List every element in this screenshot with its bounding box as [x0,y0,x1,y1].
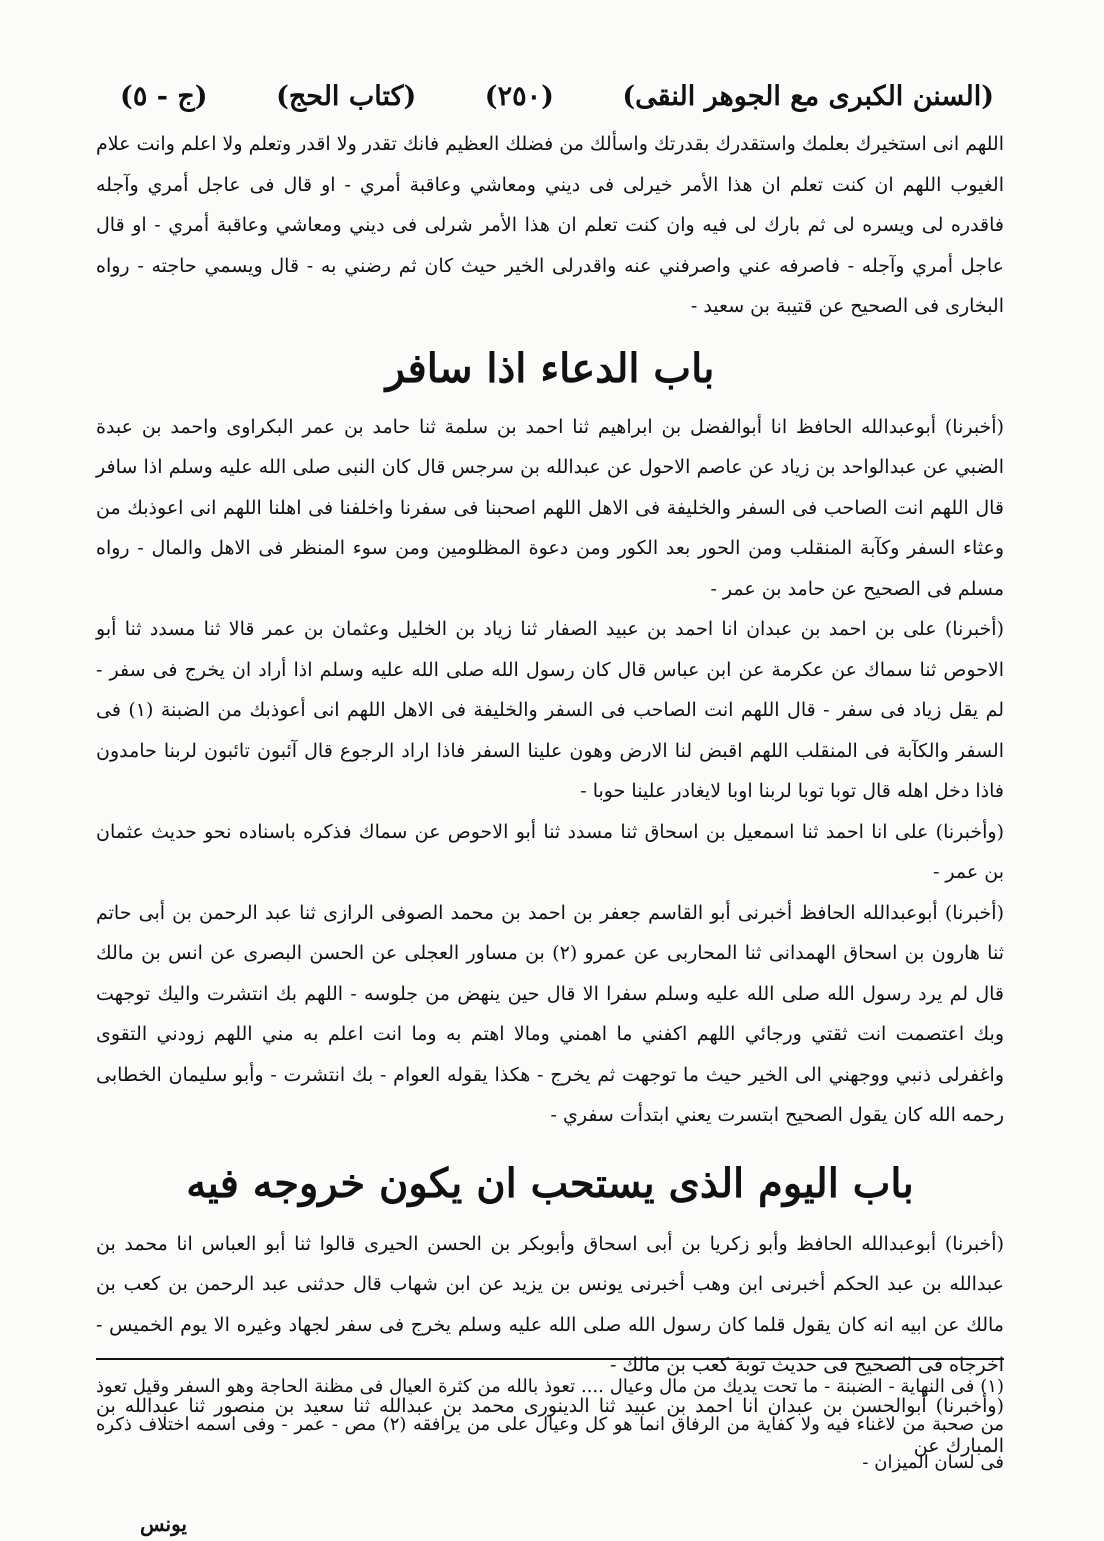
paragraph: (أخبرنا) على بن احمد بن عبدان انا احمد بن عبيد الصفار ثنا زياد بن الخليل وعثمان بن عمر قالا ثنا مسدد ثنا أبو الاحوص ثنا سماك عن عكرمة عن ابن عباس قال كان رسول الله صلى الله عليه وسلم اذا أراد ان يخرج فى سفر - لم يقل زياد فى سفر - قال اللهم انت الصاحب فى السفر والخليفة فى الاهل اللهم انى أعوذبك من الضبنة (١) فى السفر والكآبة فى المنقلب اللهم اقبض لنا الارض وهون علينا السفر فاذا اراد الرجوع قال آئبون تائبون لربنا حامدون فاذا دخل اهله قال توبا توبا لربنا اوبا لايغادر علينا حوبا - [96,618,1005,802]
paragraph: (وأخبرنا) أبوالحسن بن عبدان انا احمد بن عبيد ثنا الدينورى محمد بن عبدالله ثنا سعيد بن منصور ثنا عبدالله بن المبارك عن [96,1394,1004,1457]
header-title: (السنن الكبرى مع الجوهر النقى) [622,80,994,112]
paragraph: (أخبرنا) أبوعبدالله الحافظ أخبرنى أبو القاسم جعفر بن احمد بن محمد الصوفى الرازى ثنا عبد الرحمن بن أبى حاتم ثنا هارون بن اسحاق الهمدانى ثنا المحاربى عن عمرو (٢) بن مساور العجلى عن الحسن البصرى عن انس بن مالك قال لم يرد رسول الله صلى الله عليه وسلم سفرا الا قال حين ينهض من جلوسه - اللهم بك انتشرت واليك توجهت وبك اعتصمت انت ثقتي ورجائي اللهم اكفني ما اهمني ومالا اهتم به وما انت اعلم به مني اللهم زودني التقوى واغفرلى ذنبي ووجهني الى الخير حيث ما توجهت ثم يخرج - هكذا يقوله العوام - بك انتشرت - وأبو سليمان الخطابى رحمه الله كان يقول الصحيح ابتسرت يعني ابتدأت سفري - [96,901,1004,1126]
chapter-heading: باب اليوم الذى يستحب ان يكون خروجه فيه [186,1159,914,1207]
chapter-heading: باب الدعاء اذا سافر [385,344,715,392]
footnote-divider [96,1358,1004,1360]
header-volume: (ج - ٥) [120,80,208,112]
paragraph: اللهم انى استخيرك بعلمك واستقدرك بقدرتك واسألك من فضلك العظيم فانك تقدر ولا اقدر وتعلم ولا اعلم وانت علام الغيوب اللهم ان كنت تعلم ان هذا الأمر خيرلى فى ديني ومعاشي وعاقبة أمري - او قال فى عاجل أمري وآجله فاقدره لى ويسره لى ثم بارك لى فيه وان كنت تعلم ان هذا الأمر شرلى فى ديني ومعاشي وعاقبة أمري - او قال عاجل أمري وآجله - فاصرفه عني واصرفني عنه واقدرلى الخير حيث كان ثم رضني به - قال ويسمي حاجته - رواه البخارى فى الصحيح عن قتيبة بن سعيد - [96,133,1004,317]
catchword: يونس [140,1512,187,1536]
main-text [96,124,1004,1467]
page-number: (٢٥٠) [484,80,554,112]
paragraph: (أخبرنا) أبوعبدالله الحافظ انا أبوالفضل بن ابراهيم ثنا احمد بن سلمة ثنا حامد بن عمر البكراوى واحمد بن عبدة الضبي عن عبدالواحد بن زياد عن عاصم الاحول عن عبدالله بن سرجس قال كان النبى صلى الله عليه وسلم اذا سافر قال اللهم انت الصاحب فى السفر والخليفة فى الاهل اللهم اصحبنا فى سفرنا واخلفنا فى اهلنا اللهم انى اعوذبك من وعثاء السفر وكآبة المنقلب ومن الحور بعد الكور ومن دعوة المظلومين ومن سوء المنظر فى الاهل والمال - رواه مسلم فى الصحيح عن حامد بن عمر - [96,415,1004,600]
page-header [120,68,994,124]
header-book: (كتاب الحج) [276,80,417,112]
paragraph: (أخبرنا) أبوعبدالله الحافظ وأبو زكريا بن أبى اسحاق وأبوبكر بن الحسن الحيرى قالوا ثنا أبو العباس انا محمد بن عبدالله بن عبد الحكم أخبرنى ابن وهب أخبرنى يونس بن يزيد عن ابن شهاب قال حدثنى عبد الرحمن بن كعب بن مالك عن ابيه انه كان يقول قلما كان رسول الله صلى الله عليه وسلم يخرج فى سفر لجهاد وغيره الا يوم الخميس - اخرجاه فى الصحيح فى حديث توبة كعب بن مالك - [96,1232,1004,1376]
paragraph: (وأخبرنا) على انا احمد ثنا اسمعيل بن اسحاق ثنا مسدد ثنا أبو الاحوص عن سماك فذكره باسناده نحو حديث عثمان بن عمر - [96,820,1004,883]
footnote: (١) فى النهاية - الضبنة - ما تحت يديك من مال وعيال .... تعوذ بالله من كثرة العيال فى مظنة الحاجة وهو السفر وقيل تعوذ من صحبة من لاغناء فيه ولا كفاية من الرفاق انما هو كل وعيال على من يرافقه (٢) مص - عمر - وفى اسمه اختلاف ذكره فى لسان الميزان - [96,1376,1005,1473]
footnotes [96,1368,1004,1482]
